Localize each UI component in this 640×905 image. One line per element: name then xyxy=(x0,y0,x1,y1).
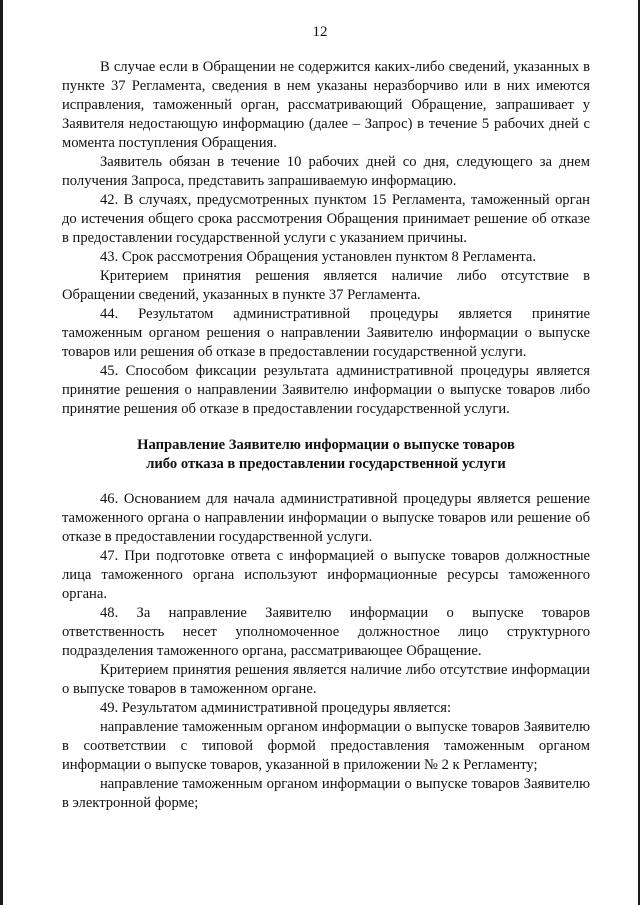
list-item: направление таможенным органом информации о выпуске товаров Заявителю в соответствии с типовой формой предоставления таможенным органом информации о выпуске товаров, указанной в приложении № 2 к Регламенту; xyxy=(62,719,590,773)
paragraph-47: 47. При подготовке ответа с информацией о выпуске товаров должностные лица таможенного органа используют информационные ресурсы таможенного органа. xyxy=(62,548,590,602)
paragraph-46: 46. Основанием для начала административной процедуры является решение таможенного органа о направлении информации о выпуске товаров или решение об отказе в предоставлении государственной услуги. xyxy=(62,491,590,545)
list-item: направление таможенным органом информации о выпуске товаров Заявителю в электронной форме; xyxy=(62,776,590,811)
paragraph: Критерием принятия решения является наличие либо отсутствие информации о выпуске товаров в таможенном органе. xyxy=(62,662,590,697)
paragraph-48: 48. За направление Заявителю информации о выпуске товаров ответственность несет уполномоченное должностное лицо структурного подразделения таможенного органа, рассматривающее Обращение. xyxy=(62,605,590,659)
paragraph: Заявитель обязан в течение 10 рабочих дней со дня, следующего за днем получения Запроса, представить запрашиваемую информацию. xyxy=(62,154,590,189)
section-heading xyxy=(62,436,590,474)
section-heading-line: Направление Заявителю информации о выпуске товаров xyxy=(137,437,515,453)
paragraph-43: 43. Срок рассмотрения Обращения установлен пунктом 8 Регламента. xyxy=(100,249,537,265)
document-body xyxy=(62,58,590,813)
page-number: 12 xyxy=(312,24,328,40)
paragraph: Критерием принятия решения является наличие либо отсутствие в Обращении сведений, указанных в пункте 37 Регламента. xyxy=(62,268,590,303)
paragraph-44: 44. Результатом административной процедуры является принятие таможенным органом решения о направлении Заявителю информации о выпуске товаров или решения об отказе в предоставлении государственной услуги. xyxy=(62,306,590,360)
paragraph: В случае если в Обращении не содержится каких-либо сведений, указанных в пункте 37 Регламента, сведения в нем указаны неразборчиво или в них имеются исправления, таможенный орган, рассматривающий Обращение, запрашивает у Заявителя недостающую информацию (далее – Запрос) в течение 5 рабочих дней с момента поступления Обращения. xyxy=(62,59,590,151)
paragraph-45: 45. Способом фиксации результата административной процедуры является принятие решения о направлении Заявителю информации о выпуске товаров либо принятие решения об отказе в предоставлении государственной услуги. xyxy=(62,363,590,417)
scan-edge-left xyxy=(0,0,3,905)
section-heading-line: либо отказа в предоставлении государственной услуги xyxy=(146,456,506,472)
paragraph-42: 42. В случаях, предусмотренных пунктом 15 Регламента, таможенный орган до истечения общего срока рассмотрения Обращения принимает решение об отказе в предоставлении государственной услуги с указанием причины. xyxy=(62,192,590,246)
paragraph-49: 49. Результатом административной процедуры является: xyxy=(100,700,452,716)
